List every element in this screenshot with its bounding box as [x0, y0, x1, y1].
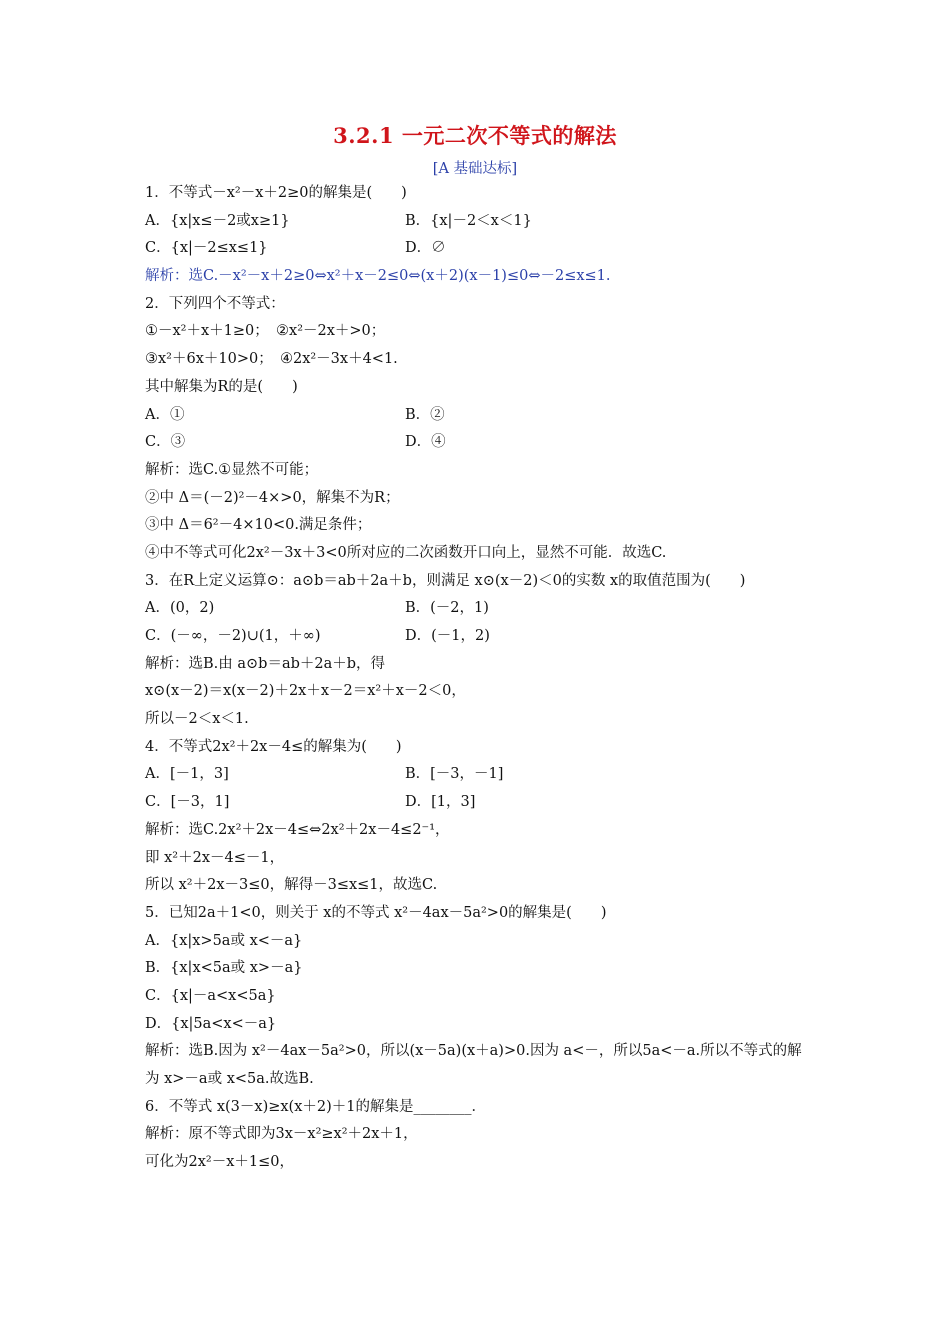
- q1-analysis: 解析：选C.－x²－x＋2≥0⇔x²＋x－2≤0⇔(x＋2)(x－1)≤0⇔－2≤x≤1.: [145, 268, 611, 285]
- q3-stem: 3．在R上定义运算⊙：a⊙b＝ab＋2a＋b，则满足 x⊙(x－2)＜0的实数 x的取值范围为( ): [145, 572, 746, 589]
- q3-option-b: B．(－2，1): [405, 600, 489, 617]
- q6-stem: 6．不等式 x(3－x)≥x(x＋2)＋1的解集是________．: [145, 1098, 486, 1115]
- q4-analysis-3: 所以 x²＋2x－3≤0，解得－3≤x≤1，故选C.: [145, 877, 438, 894]
- q3-options-row1: [145, 595, 813, 623]
- q2-analysis-3: ③中 Δ＝6²－4×10<0.满足条件；: [145, 517, 372, 534]
- q2-analysis-2: ②中 Δ＝(－2)²－4×>0，解集不为R；: [145, 489, 400, 506]
- q4-option-d: D．[1，3]: [405, 794, 476, 811]
- q4-option-c: C．[－3，1]: [145, 794, 230, 811]
- q1-option-a: A．{x|x≤－2或x≥1}: [145, 212, 290, 229]
- page-title: 3.2.1 一元二次不等式的解法: [333, 123, 617, 148]
- q1-option-c: C．{x|－2≤x≤1}: [145, 240, 268, 257]
- q4-options-row1: [145, 761, 813, 789]
- q3-option-c: C．(－∞，－2)∪(1，＋∞): [145, 628, 321, 645]
- q5-option-b: B．{x|x<5a或 x>－a}: [145, 960, 303, 977]
- q3-analysis-1: 解析：选B.由 a⊙b＝ab＋2a＋b，得: [145, 655, 386, 672]
- q2-line-1: ①－x²＋x＋1≥0； ②x²－2x＋>0；: [145, 323, 386, 340]
- q5-analysis: 解析：选B.因为 x²－4ax－5a²>0，所以(x－5a)(x＋a)>0.因为 a<－，所以5a<－a.所以不等式的解为 x>－a或 x<5a.故选B.: [145, 1043, 802, 1088]
- section-subtitle: [A 基础达标]: [432, 161, 518, 177]
- q2-stem: 2．下列四个不等式：: [145, 295, 285, 312]
- q5-option-c: C．{x|－a<x<5a}: [145, 987, 276, 1004]
- q1-options-row1: [145, 208, 813, 236]
- q2-option-a: A．①: [145, 406, 185, 423]
- q3-option-d: D．(－1，2): [405, 628, 490, 645]
- q3-options-row2: [145, 623, 813, 651]
- q6-analysis-2: 可化为2x²－x＋1≤0，: [145, 1154, 294, 1171]
- q3-analysis-2: x⊙(x－2)＝x(x－2)＋2x＋x－2＝x²＋x－2＜0，: [145, 683, 466, 700]
- q2-option-b: B．②: [405, 406, 445, 423]
- q1-stem: 1．不等式－x²－x＋2≥0的解集是( ): [145, 185, 407, 201]
- q4-stem: 4．不等式2x²＋2x－4≤的解集为( ): [145, 738, 402, 755]
- q4-option-b: B．[－3，－1]: [405, 766, 504, 783]
- q6-analysis-1: 解析：原不等式即为3x－x²≥x²＋2x＋1，: [145, 1126, 418, 1143]
- q2-analysis-1: 解析：选C.①显然不可能；: [145, 461, 319, 478]
- q1-option-b: B．{x|－2＜x＜1}: [405, 212, 532, 229]
- q5-option-a: A．{x|x>5a或 x<－a}: [145, 932, 303, 949]
- document-body: [145, 180, 813, 1177]
- q2-options-row2: [145, 429, 813, 457]
- q2-options-row1: [145, 402, 813, 430]
- q2-option-c: C．③: [145, 434, 186, 451]
- q3-option-a: A．(0，2): [145, 600, 215, 617]
- q2-option-d: D．④: [405, 434, 446, 451]
- q4-options-row2: [145, 789, 813, 817]
- q2-line-2: ③x²＋6x＋10>0； ④2x²－3x＋4<1.: [145, 351, 398, 368]
- q5-option-d: D．{x|5a<x<－a}: [145, 1015, 277, 1032]
- q1-options-row2: [145, 235, 813, 263]
- q2-analysis-4: ④中不等式可化2x²－3x＋3<0所对应的二次函数开口向上，显然不可能．故选C.: [145, 544, 667, 561]
- q1-option-d: D．∅: [405, 240, 446, 257]
- q2-line-3: 其中解集为R的是( ): [145, 378, 298, 395]
- q4-analysis-2: 即 x²＋2x－4≤－1，: [145, 849, 285, 866]
- q3-analysis-3: 所以－2＜x＜1.: [145, 711, 249, 728]
- q5-stem: 5．已知2a＋1<0，则关于 x的不等式 x²－4ax－5a²>0的解集是( ): [145, 904, 607, 921]
- q4-option-a: A．[－1，3]: [145, 766, 229, 783]
- q4-analysis-1: 解析：选C.2x²＋2x－4≤⇔2x²＋2x－4≤2⁻¹，: [145, 821, 450, 838]
